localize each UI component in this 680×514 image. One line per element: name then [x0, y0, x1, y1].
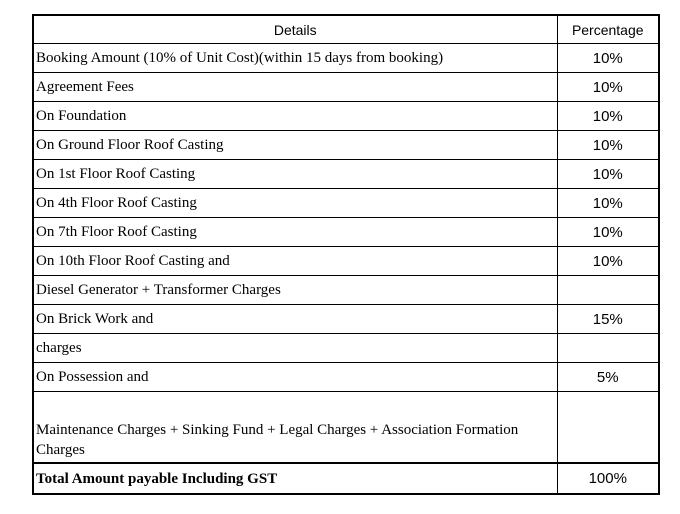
header-row	[33, 15, 659, 44]
payment-schedule-table	[32, 14, 660, 495]
row-percentage: 10%	[557, 131, 659, 160]
table-row	[33, 276, 659, 305]
row-details: On Brick Work and	[33, 305, 557, 334]
row-details: Maintenance Charges + Sinking Fund + Legal Charges + Association Formation Charges	[33, 392, 557, 464]
row-details: On 1st Floor Roof Casting	[33, 160, 557, 189]
table-row	[33, 131, 659, 160]
table-row	[33, 247, 659, 276]
header-percentage: Percentage	[557, 15, 659, 44]
row-percentage: 10%	[557, 218, 659, 247]
row-percentage: 10%	[557, 160, 659, 189]
row-percentage: 10%	[557, 44, 659, 73]
table-row	[33, 44, 659, 73]
row-percentage: 5%	[557, 363, 659, 392]
table-row	[33, 392, 659, 464]
row-details: On 7th Floor Roof Casting	[33, 218, 557, 247]
row-details: Diesel Generator + Transformer Charges	[33, 276, 557, 305]
row-details: On 4th Floor Roof Casting	[33, 189, 557, 218]
table-row	[33, 102, 659, 131]
total-percentage: 100%	[557, 463, 659, 494]
total-row	[33, 463, 659, 494]
row-percentage: 10%	[557, 102, 659, 131]
row-details: Booking Amount (10% of Unit Cost)(within 15 days from booking)	[33, 44, 557, 73]
table-row	[33, 305, 659, 334]
table-row	[33, 73, 659, 102]
row-percentage: 10%	[557, 189, 659, 218]
row-percentage: 15%	[557, 305, 659, 334]
row-percentage: 10%	[557, 247, 659, 276]
table-row	[33, 334, 659, 363]
row-percentage	[557, 392, 659, 464]
header-details: Details	[33, 15, 557, 44]
row-details: Agreement Fees	[33, 73, 557, 102]
total-details: Total Amount payable Including GST	[33, 463, 557, 494]
table-row	[33, 189, 659, 218]
row-details: On Possession and	[33, 363, 557, 392]
row-percentage	[557, 276, 659, 305]
table-row	[33, 363, 659, 392]
row-details: On Foundation	[33, 102, 557, 131]
row-percentage	[557, 334, 659, 363]
row-details: charges	[33, 334, 557, 363]
table-row	[33, 160, 659, 189]
row-percentage: 10%	[557, 73, 659, 102]
table-row	[33, 218, 659, 247]
row-details: On Ground Floor Roof Casting	[33, 131, 557, 160]
row-details: On 10th Floor Roof Casting and	[33, 247, 557, 276]
